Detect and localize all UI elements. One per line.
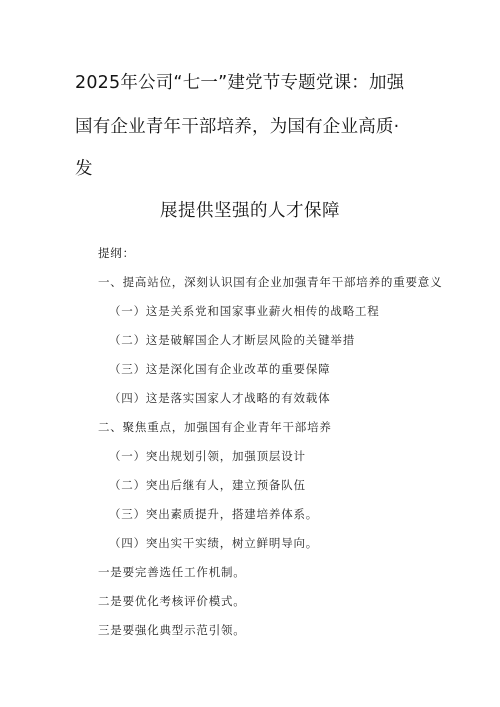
section-2-item-1: （一）突出规划引领，加强顶层设计 [109, 449, 306, 463]
section-2-item-2: （二）突出后继有人，建立预备队伍 [109, 478, 306, 492]
section-1-item-4: （四）这是落实国家人才战略的有效载体 [109, 391, 331, 405]
document-title-line-4: 展提供坚强的人才保障 [160, 201, 340, 221]
section-1-item-1: （一）这是关系党和国家事业薪火相传的战略工程 [109, 304, 380, 318]
section-2-item-3: （三）突出素质提升，搭建培养体系。 [109, 507, 319, 521]
document-title-line-2: 国有企业青年干部培养，为国有企业高质· [75, 117, 400, 137]
section-2-item-4: （四）突出实干实绩，树立鲜明导向。 [109, 536, 319, 550]
document-title-line-3: 发 [75, 159, 93, 179]
outline-label: 提纲： [98, 246, 135, 260]
section-1-heading: 一、提高站位，深刻认识国有企业加强青年干部培养的重要意义 [98, 275, 443, 289]
section-2-heading: 二、聚焦重点，加强国有企业青年干部培养 [98, 420, 332, 434]
point-2: 二是要优化考核评价模式。 [98, 594, 246, 608]
point-3: 三是要强化典型示范引领。 [98, 623, 246, 637]
document-title-line-1: 2025年公司“七一”建党节专题党课：加强 [75, 73, 405, 93]
point-1: 一是要完善选任工作机制。 [98, 565, 246, 579]
section-1-item-3: （三）这是深化国有企业改革的重要保障 [109, 362, 331, 376]
section-1-item-2: （二）这是破解国企人才断层风险的关键举措 [109, 333, 355, 347]
